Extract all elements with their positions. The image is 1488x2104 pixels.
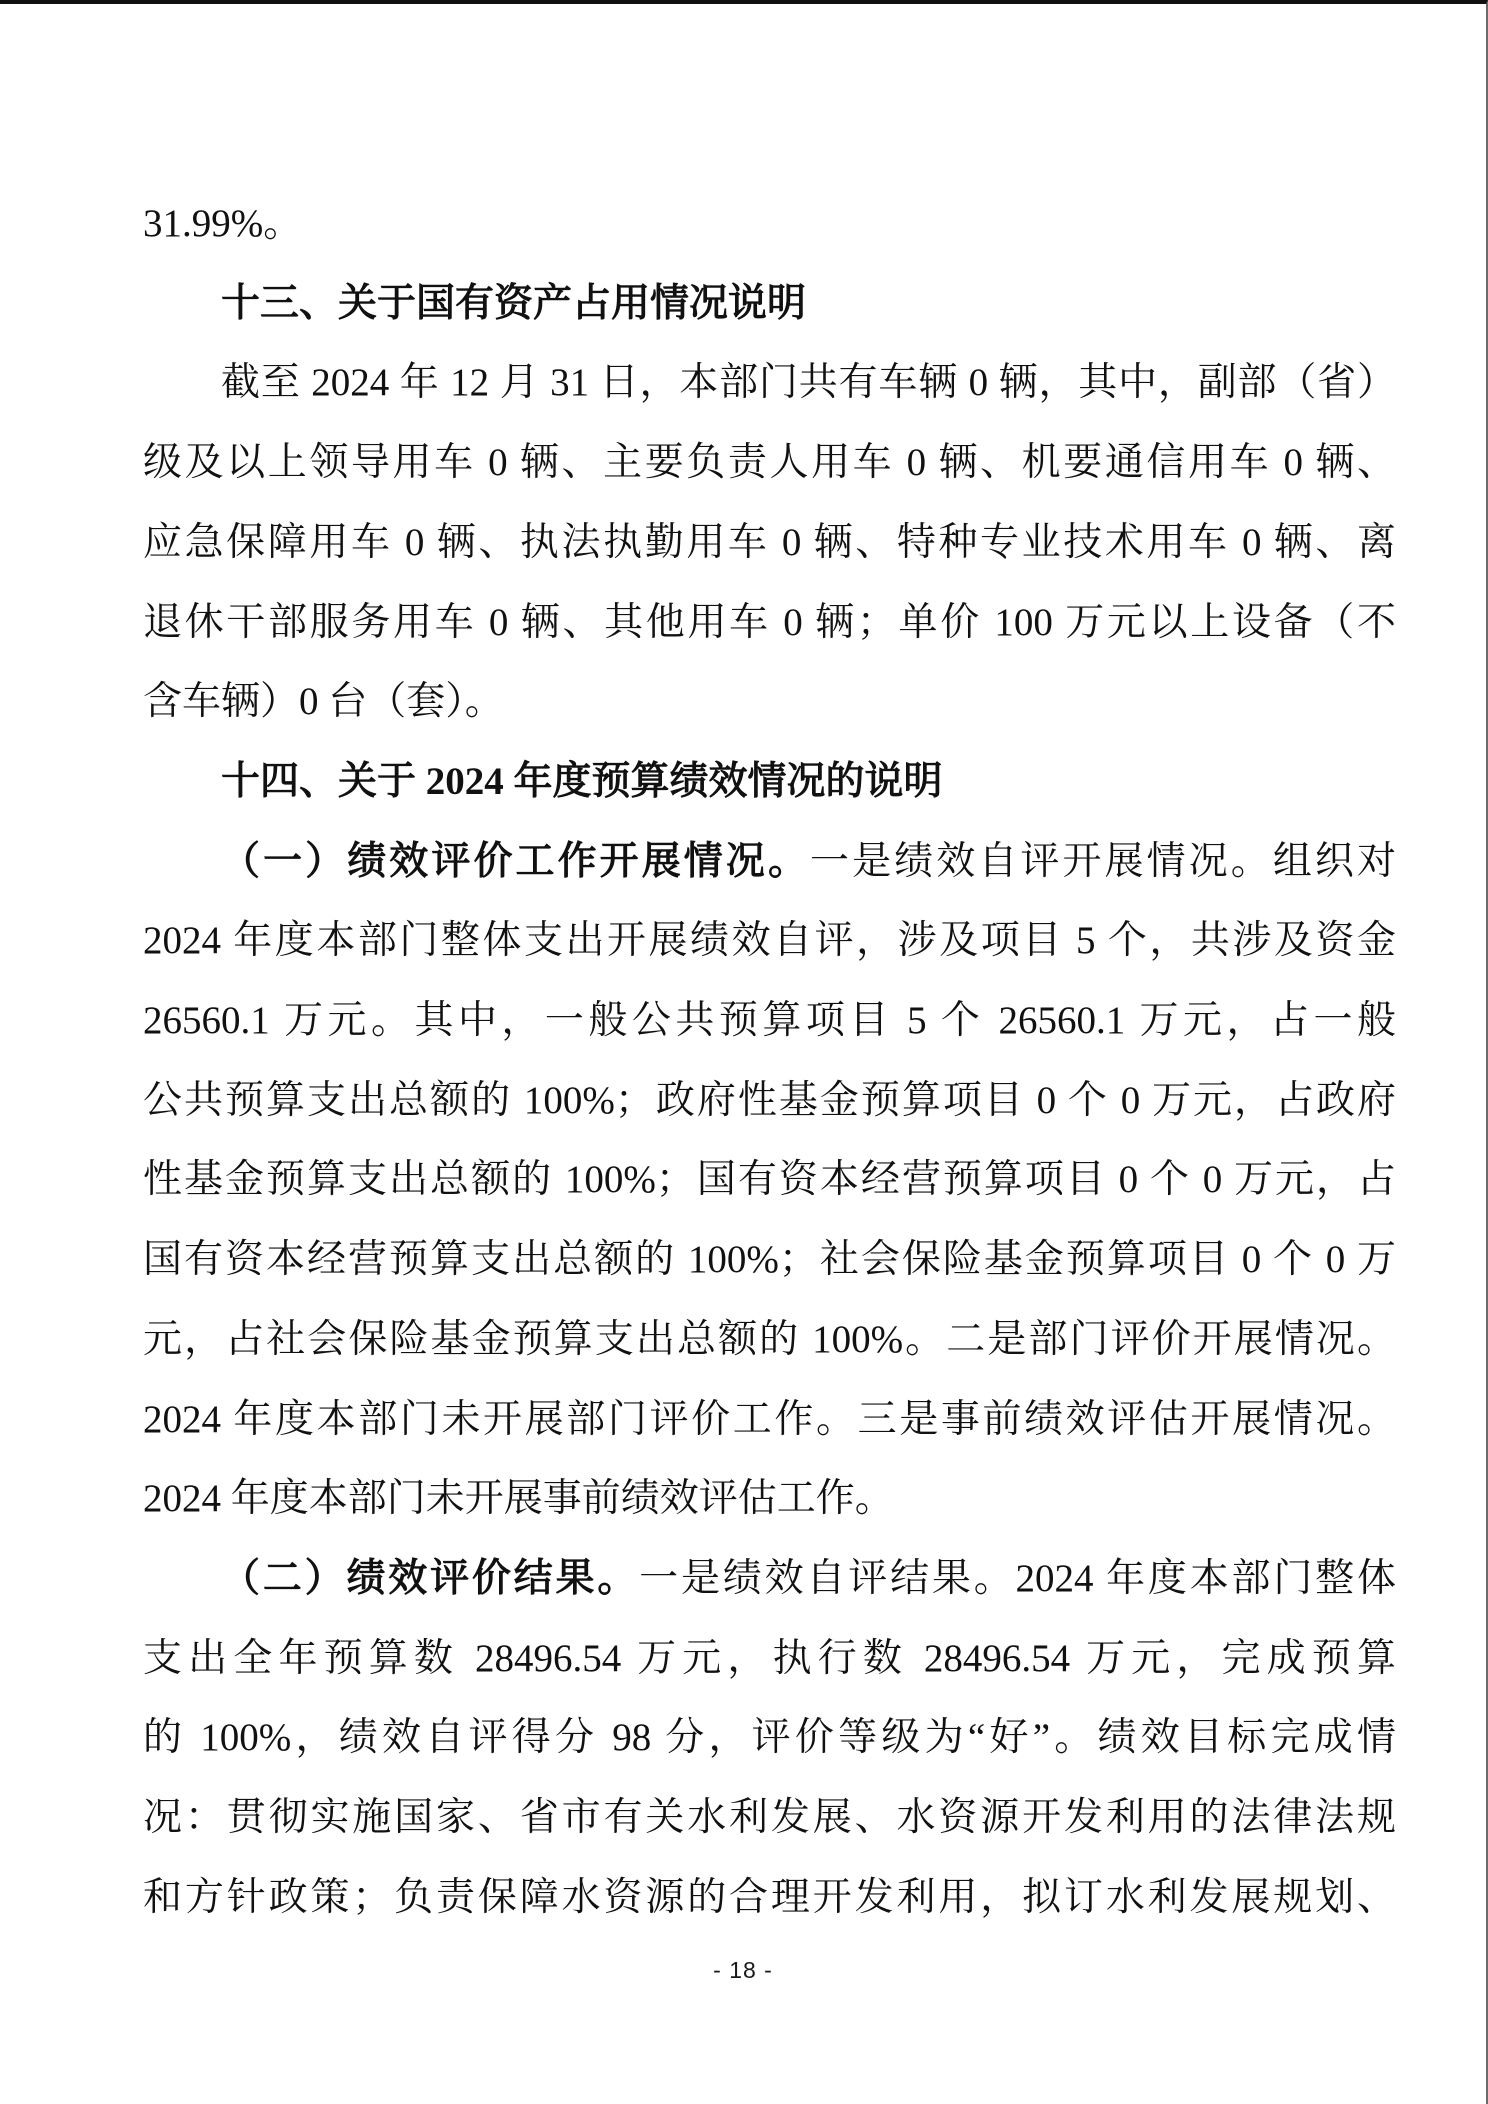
text-segment: 十四、关于 2024 年度预算绩效情况的说明 bbox=[221, 759, 943, 803]
text-line bbox=[143, 503, 1396, 583]
text-segment: 退休干部服务用车 0 辆、其他用车 0 辆；单价 100 万元以上设备（不 bbox=[143, 600, 1396, 644]
text-line bbox=[143, 1858, 1396, 1938]
text-line bbox=[143, 423, 1396, 503]
text-line bbox=[143, 1698, 1396, 1778]
text-segment: 一是绩效自评开展情况。组织对 bbox=[810, 839, 1396, 883]
text-segment: 31.99%。 bbox=[143, 202, 303, 245]
text-segment: 元，占社会保险基金预算支出总额的 100%。二是部门评价开展情况。 bbox=[143, 1317, 1396, 1361]
bold-segment: （一）绩效评价工作开展情况。 bbox=[221, 839, 811, 883]
text-line bbox=[143, 1778, 1396, 1858]
text-segment: 十三、关于国有资产占用情况说明 bbox=[221, 281, 807, 325]
text-segment: 26560.1 万元。其中，一般公共预算项目 5 个 26560.1 万元，占一般 bbox=[143, 999, 1396, 1043]
text-line bbox=[143, 901, 1396, 981]
text-line bbox=[143, 1220, 1396, 1300]
text-line bbox=[143, 1140, 1396, 1220]
bold-segment: （二）绩效评价结果。 bbox=[221, 1556, 640, 1600]
text-line bbox=[143, 184, 1396, 264]
text-line bbox=[143, 1619, 1396, 1699]
text-line bbox=[143, 981, 1396, 1061]
text-segment: 况：贯彻实施国家、省市有关水利发展、水资源开发利用的法律法规 bbox=[143, 1796, 1396, 1840]
text-segment: 支出全年预算数 28496.54 万元，执行数 28496.54 万元，完成预算 bbox=[143, 1636, 1396, 1680]
text-segment: 2024 年度本部门整体支出开展绩效自评，涉及项目 5 个，共涉及资金 bbox=[143, 919, 1396, 963]
text-segment: 应急保障用车 0 辆、执法执勤用车 0 辆、特种专业技术用车 0 辆、离 bbox=[143, 520, 1396, 564]
text-line bbox=[143, 1380, 1396, 1460]
text-segment: 截至 2024 年 12 月 31 日，本部门共有车辆 0 辆，其中，副部（省） bbox=[221, 361, 1396, 405]
text-segment: 公共预算支出总额的 100%；政府性基金预算项目 0 个 0 万元，占政府 bbox=[143, 1078, 1396, 1122]
section-heading bbox=[143, 264, 1396, 344]
text-line bbox=[143, 1459, 1396, 1539]
text-segment: 性基金预算支出总额的 100%；国有资本经营预算项目 0 个 0 万元，占 bbox=[143, 1158, 1396, 1202]
text-segment: 含车辆）0 台（套）。 bbox=[143, 680, 504, 724]
text-segment: 2024 年度本部门未开展部门评价工作。三是事前绩效评估开展情况。 bbox=[143, 1397, 1396, 1441]
text-segment: 和方针政策；负责保障水资源的合理开发利用，拟订水利发展规划、 bbox=[143, 1875, 1396, 1919]
text-line bbox=[143, 583, 1396, 663]
text-line bbox=[143, 343, 1396, 423]
text-line bbox=[143, 1539, 1396, 1619]
text-line bbox=[143, 822, 1396, 902]
text-segment: 国有资本经营预算支出总额的 100%；社会保险基金预算项目 0 个 0 万 bbox=[143, 1238, 1396, 1282]
document-body bbox=[0, 4, 1486, 1937]
text-segment: 2024 年度本部门未开展事前绩效评估工作。 bbox=[143, 1477, 894, 1521]
text-line bbox=[143, 662, 1396, 742]
page-number: - 18 - bbox=[713, 1957, 773, 1984]
text-segment: 一是绩效自评结果。2024 年度本部门整体 bbox=[639, 1556, 1396, 1600]
section-heading bbox=[143, 742, 1396, 822]
text-segment: 的 100%，绩效自评得分 98 分，评价等级为“好”。绩效目标完成情 bbox=[143, 1716, 1396, 1760]
text-line bbox=[143, 1061, 1396, 1141]
text-line bbox=[143, 1300, 1396, 1380]
text-segment: 级及以上领导用车 0 辆、主要负责人用车 0 辆、机要通信用车 0 辆、 bbox=[143, 441, 1396, 485]
